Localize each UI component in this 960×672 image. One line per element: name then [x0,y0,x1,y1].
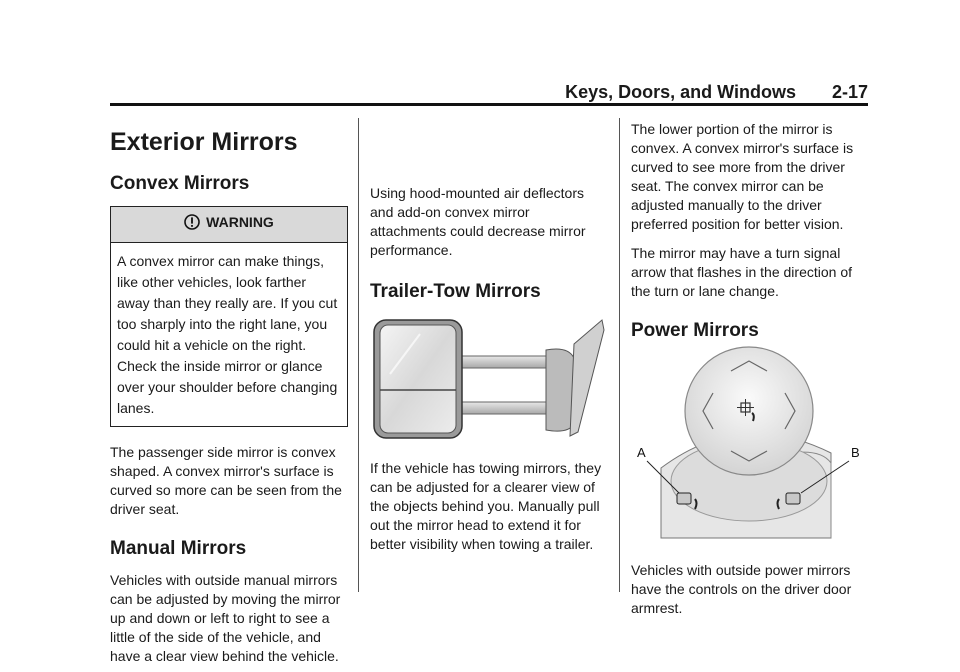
header-rule [110,103,868,106]
warning-header [111,207,347,243]
warning-icon [184,214,200,235]
column-1 [110,120,348,664]
lower-paragraph-1: The lower portion of the mirror is convex. A convex mirror's surface is curved to see more from the driver seat. The convex mirror can be adjusted manually to the driver preferred position for better vision. [631,121,854,232]
warning-box [110,206,348,427]
convex-heading: Convex Mirrors [110,173,250,194]
lower-paragraph-2: The mirror may have a turn signal arrow that flashes in the direction of the turn or lane change. [631,245,853,299]
trailer-paragraph: If the vehicle has towing mirrors, they can be adjusted for a clearer view of the objects behind you. Manually pull out the mirror head to extend it for better visibility when towing a trailer. [370,460,602,552]
manual-paragraph-2: Using hood-mounted air deflectors and add-on convex mirror attachments could decrease mirror performance. [370,185,586,258]
label-a: A [637,445,646,460]
power-heading: Power Mirrors [631,320,759,341]
section-title: Keys, Doors, and Windows [565,82,796,102]
warning-text: A convex mirror can make things, like other vehicles, look farther away than they really are. If you cut too sharply into the right lane, you could hit a vehicle on the right. Check the inside mirror or glance over your shoulder before changing lanes. [117,253,338,416]
convex-paragraph: The passenger side mirror is convex shaped. A convex mirror's surface is curved so more can be seen from the driver seat. [110,444,342,517]
warning-label: WARNING [206,214,274,230]
manual-heading: Manual Mirrors [110,538,247,559]
power-paragraph: Vehicles with outside power mirrors have the controls on the driver door armrest. [631,562,852,616]
manual-paragraph: Vehicles with outside manual mirrors can be adjusted by moving the mirror up and down or left to right to see a little of the side of the vehicle, and have a clear view behind the vehicle. [110,572,341,664]
column-divider [619,118,620,592]
column-2 [370,120,606,564]
page-number: 2-17 [831,82,868,102]
trailer-heading: Trailer-Tow Mirrors [370,281,541,302]
power-mirror-control-illustration [631,353,868,553]
running-header [110,82,868,103]
column-divider [358,118,359,592]
page-title: Exterior Mirrors [110,128,298,156]
trailer-mirror-illustration [370,314,606,449]
label-b: B [851,445,860,460]
column-3 [631,120,868,628]
